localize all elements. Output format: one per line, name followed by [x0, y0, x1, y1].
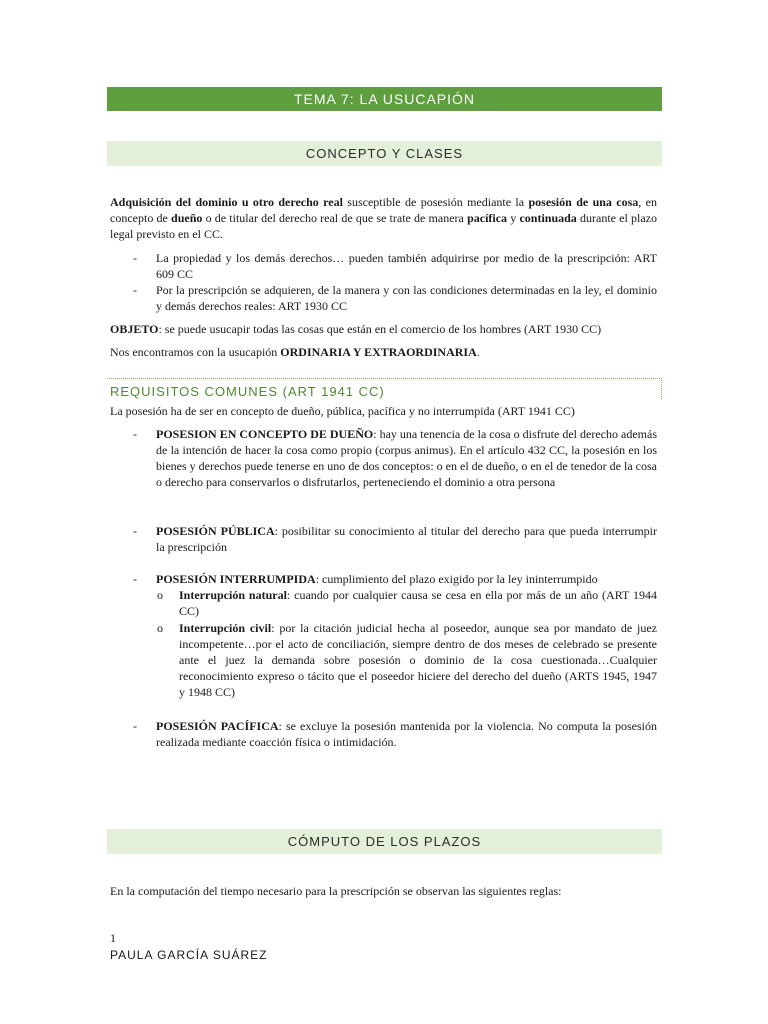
text: durante el plazo legal previsto en el CC. [110, 211, 658, 241]
requisitos-intro: La posesión ha de ser en concepto de dueño, pública, pacífica y no interrumpida (ART 1941 CC) [110, 404, 575, 418]
requisito-label: POSESION EN CONCEPTO DE DUEÑO [156, 427, 374, 441]
bold-text: posesión de una cosa [528, 195, 639, 209]
sub-bullet-marker: o [157, 588, 163, 602]
sub-item-text: : cuando por cualquier causa se cesa en ella por más de un año (ART 1944 CC) [179, 588, 657, 618]
requisito-text: : se excluye la posesión mantenida por la violencia. No computa la posesión realizada mediante coacción física o intimidación. [156, 719, 657, 749]
bullet-marker: - [133, 427, 137, 441]
sub-item-label: Interrupción civil [179, 621, 272, 635]
computo-intro: En la computación del tiempo necesario para la prescripción se observan las siguientes reglas: [110, 884, 562, 898]
bold-text: dueño [171, 211, 203, 225]
bold-text: Adquisición del dominio u otro derecho real [110, 195, 343, 209]
sub-item-text: : por la citación judicial hecha al poseedor, aunque sea por mandato de juez incompetente…por el acto de conciliación, siempre dentro de dos meses de celebrado se presente ante el juez la demanda sobre posesión o dominio de la cosa cuestionada…Cualquier reconocimiento expreso o tácito que el poseedor hiciere del derecho del dueño (ARTS 1945, 1947 y 1948 CC) [179, 621, 658, 699]
objeto-text: : se puede usucapir todas las cosas que están en el comercio de los hombres (ART 1930 CC) [158, 322, 602, 336]
requisito-label: POSESIÓN PÚBLICA [156, 524, 275, 538]
bullet-marker: - [133, 524, 137, 538]
bullet-marker: - [133, 572, 137, 586]
text: o de titular del derecho real de que se trate de manera [202, 211, 468, 225]
document-title [107, 87, 662, 111]
requisito-item [156, 571, 657, 587]
bold-text: continuada [519, 211, 577, 225]
definition-paragraph [110, 194, 657, 242]
requisito-label: POSESIÓN INTERRUMPIDA [156, 572, 316, 586]
text: . [476, 345, 480, 359]
objeto-paragraph [110, 321, 657, 337]
section-heading-text: CONCEPTO Y CLASES [305, 146, 464, 161]
bullet-marker: - [133, 719, 137, 733]
usucapion-types-paragraph [110, 344, 657, 360]
section-heading-requisitos [107, 378, 662, 399]
objeto-label: OBJETO [110, 322, 159, 336]
text: y [507, 211, 520, 225]
requisito-item [156, 426, 657, 490]
sub-bullet-marker: o [157, 621, 163, 635]
text: susceptible de posesión mediante la [342, 195, 529, 209]
page-number: 1 [110, 931, 116, 945]
section-heading-concepto [107, 141, 662, 166]
document-title-text: TEMA 7: LA USUCAPIÓN [293, 91, 476, 107]
bullet-marker: - [133, 251, 137, 265]
text: Nos encontramos con la usucapión [110, 345, 281, 359]
text: , en concepto de [110, 195, 657, 225]
requisito-text: : posibilitar su conocimiento al titular del derecho para que pueda interrumpir la prescripción [156, 524, 657, 554]
author-name: PAULA GARCÍA SUÁREZ [110, 948, 268, 962]
requisito-item [156, 523, 657, 555]
section-heading-text: REQUISITOS COMUNES (ART 1941 CC) [110, 384, 385, 399]
bullet-item: Por la prescripción se adquieren, de la manera y con las condiciones determinadas en la ley, el dominio y demás derechos reales: ART 1930 CC [156, 283, 657, 313]
bold-text: pacífica [467, 211, 508, 225]
section-heading-computo [107, 829, 662, 854]
section-heading-text: CÓMPUTO DE LOS PLAZOS [287, 834, 482, 849]
bullet-marker: - [133, 283, 137, 297]
requisito-text: : cumplimiento del plazo exigido por la ley ininterrumpido [315, 572, 598, 586]
requisito-label: POSESIÓN PACÍFICA [156, 719, 279, 733]
requisito-item [156, 718, 657, 750]
bold-text: ORDINARIA Y EXTRAORDINARIA [280, 345, 477, 359]
bullet-item: La propiedad y los demás derechos… pueden también adquirirse por medio de la prescripción: ART 609 CC [156, 251, 657, 281]
sub-item [179, 587, 657, 619]
sub-item-label: Interrupción natural [179, 588, 287, 602]
sub-item [179, 620, 657, 700]
requisito-text: : hay una tenencia de la cosa o disfrute del derecho además de la intención de hacer la cosa como propio (corpus animus). En el artículo 432 CC, la posesión en los bienes y derechos puede tenerse en uno de dos conceptos: o en el de dueño, o en el de tenedor de la cosa o derecho para conservarlos o disfrutarlos, perteneciendo el dominio a otra persona [156, 427, 657, 489]
